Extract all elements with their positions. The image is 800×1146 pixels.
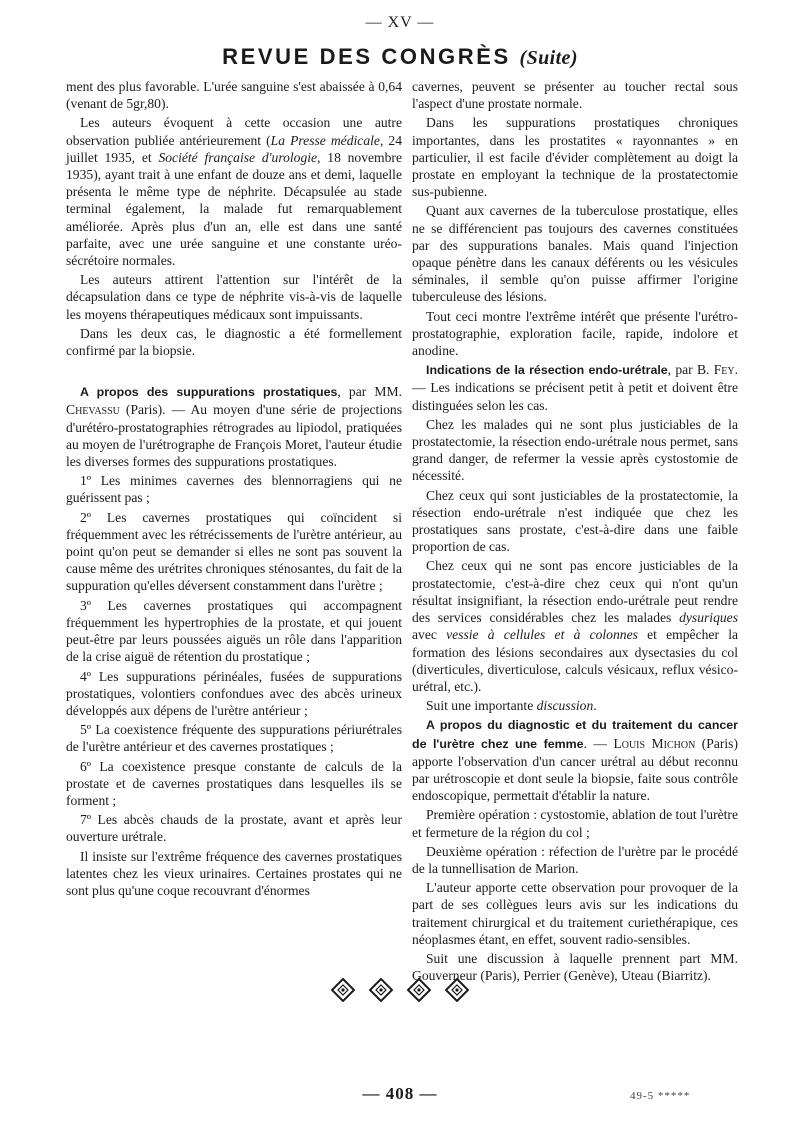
paragraph: ment des plus favorable. L'urée sanguine s'est abaissée à 0,64 (venant de 5gr,80). (66, 79, 402, 112)
section-roman-numeral: — XV — (365, 14, 435, 31)
paragraph: L'auteur apporte cette observation pour provoquer de la part de ses collègues leurs avis sur les indications du traitement chirurgical et du traitement curiethérapique, ces néoplasmes étant, en effet, souvent radio-sensibles. (412, 880, 738, 947)
list-item: 5º La coexistence fréquente des suppurations périurétrales de l'urètre antérieur et des cavernes prostatiques ; (66, 722, 402, 755)
ornament-icon (445, 978, 469, 1002)
author-name: Chevassu (66, 402, 120, 418)
emphasis: discussion (536, 698, 594, 714)
emphasis: dysuriques (679, 610, 738, 626)
publication-name: La Presse médicale (270, 132, 380, 148)
paragraph: cavernes, peuvent se présenter au toucher rectal sous l'aspect d'une prostate normale. (412, 79, 738, 112)
list-item: 7º Les abcès chauds de la prostate, avant et après leur ouverture urétrale. (66, 812, 402, 845)
spacer (66, 361, 402, 383)
paragraph: Chez les malades qui ne sont plus justiciables de la prostatectomie, la résection endo-urétrale nous permet, sans grand danger, de refermer la vessie après cystostomie de nécessité. (412, 416, 738, 484)
list-item: 1º Les minimes cavernes des blennorragiens qui ne guérissent pas ; (66, 473, 402, 506)
paragraph: Deuxième opération : réfection de l'urètre par le procédé de la tunnellisation de Marion. (412, 843, 738, 876)
list-item: 4º Les suppurations périnéales, fusées de suppurations prostatiques, volontiers confondues avec des abcès urineux développés aux dépens de l'urètre antérieur ; (66, 668, 402, 718)
list-item: 3º Les cavernes prostatiques qui accompagnent fréquemment les hypertrophies de la prostate, et qui jouent peut-être par leurs poussées aiguës un rôle dans l'apparition de la crise aiguë de rétention du prostatique ; (66, 597, 402, 665)
paragraph: Il insiste sur l'extrême fréquence des cavernes prostatiques latentes chez les vieux urinaires. Certaines prostates qui ne sont plus qu'une coque recouvrant d'énormes (66, 848, 402, 898)
paragraph: Quant aux cavernes de la tuberculose prostatique, elles ne se différencient pas toujours des cavernes constituées par des suppurations banales. Mais quand l'injection opaque pénètre dans les canaux déférents ou les vésicules séminales, il semble qu'on puisse affirmer l'origine tuberculeuse des lésions. (412, 203, 738, 305)
page-title (0, 44, 800, 70)
article-heading: A propos des suppurations prostatiques, par MM. Chevassu (Paris). — Au moyen d'une série de projections d'urétéro-prostatographies rétrogrades au lipiodol, pratiquées au moyen de l'urétrographe de François Moret, l'auteur étudie les diverses formes des suppurations prostatiques. (66, 384, 402, 470)
paragraph: Tout ceci montre l'extrême intérêt que présente l'urétro-prostatographie, exploration facile, rapide, indolore et anodine. (412, 308, 738, 359)
print-reference: 49-5 ***** (630, 1090, 691, 1102)
left-column (66, 78, 402, 901)
title-main: REVUE DES CONGRÈS (222, 44, 511, 69)
article-title: A propos du diagnostic et du traitement du cancer de l'urètre chez une femme (412, 718, 738, 751)
author-name: Louis Michon (613, 735, 696, 751)
article-heading: A propos du diagnostic et du traitement du cancer de l'urètre chez une femme. — Louis Michon (Paris) apporte l'observation d'un cancer urétral au début reconnu par urétroscopie et dont seule la biopsie, faite sous contrôle endoscopique, permettait d'établir la nature. (412, 718, 738, 804)
ornament-icon (331, 978, 355, 1002)
paragraph: Les auteurs attirent l'attention sur l'intérêt de la décapsulation dans ce type de néphrite vis-à-vis de laquelle les moyens thérapeutiques médicaux sont impuissants. (66, 272, 402, 322)
right-column (412, 78, 738, 986)
article-title: A propos des suppurations prostatiques (80, 385, 338, 400)
ornament-icon (407, 978, 431, 1002)
ornament-icon (369, 978, 393, 1002)
paragraph: Chez ceux qui ne sont pas encore justiciables de la prostatectomie, c'est-à-dire chez ceux qui n'ont qu'un résultat insignifiant, la résection endo-urétrale peut rendre des services considérables chez les malades dysuriques avec vessie à cellules et à colonnes et empêcher la formation des lésions secondaires aux dysectasies du col (diverticules, diverticulose, calculs vésicaux, reflux vésico-urétral, etc.). (412, 558, 738, 694)
list-item: 2º Les cavernes prostatiques qui coïncident si fréquemment avec les rétrécissements de l'urètre antérieur, au point qu'on peut se demander si elles ne sont pas souvent la cause même des urétrites chroniques sténosantes, du fait de la suppuration qu'elles déversent constamment dans l'urètre ; (66, 509, 402, 594)
page-number: — 408 — (362, 1084, 438, 1103)
article-heading: Indications de la résection endo-urétrale, par B. Fey. — Les indications se précisent petit à petit et doivent être distinguées selon les cas. (412, 362, 738, 413)
list-item: 6º La coexistence presque constante de calculs de la prostate et de cavernes prostatiques dans lesquelles ils se forment ; (66, 758, 402, 808)
paragraph: Dans les suppurations prostatiques chroniques importantes, dans les prostatites « rayonnantes » en particulier, il est facile d'évider complètement au doigt la prostate en employant la technique de la prostatectomie sus-pubienne. (412, 115, 738, 200)
author-name: B. Fey (696, 362, 735, 378)
publication-name: Société française d'urologie (158, 149, 318, 165)
paragraph: Première opération : cystostomie, ablation de tout l'urètre et fermeture de la région du col ; (412, 807, 738, 840)
ornament-row (0, 978, 800, 1002)
title-subtitle: (Suite) (519, 47, 578, 69)
paragraph: Chez ceux qui sont justiciables de la prostatectomie, la résection endo-urétrale n'est indiquée que chez les prostatiques sans prostate, c'est-à-dire dans une faible proportion de cas. (412, 487, 738, 555)
paragraph: Suit une discussion à laquelle prennent part MM. Gouverneur (Paris), Perrier (Genève), Uteau (Biarritz). (412, 950, 738, 984)
article-title: Indications de la résection endo-urétrale (426, 363, 668, 378)
paragraph: Les auteurs évoquent à cette occasion une autre observation publiée antérieurement (La Presse médicale, 24 juillet 1935, et Société française d'urologie, 18 novembre 1935), ayant trait à une enfant de douze ans et demi, laquelle présenta le même type de néphrite. Décapsulée au stade terminal également, la malade fut remarquablement améliorée. Après plus d'un an, elle est dans une santé parfaite, avec une urée sanguine et une constante uréo-sécrétoire normales. (66, 115, 402, 269)
emphasis: vessie à cellules et à colonnes (446, 627, 638, 643)
paragraph: Suit une importante discussion. (426, 698, 597, 714)
paragraph: Dans les deux cas, le diagnostic a été formellement confirmé par la biopsie. (66, 325, 402, 359)
